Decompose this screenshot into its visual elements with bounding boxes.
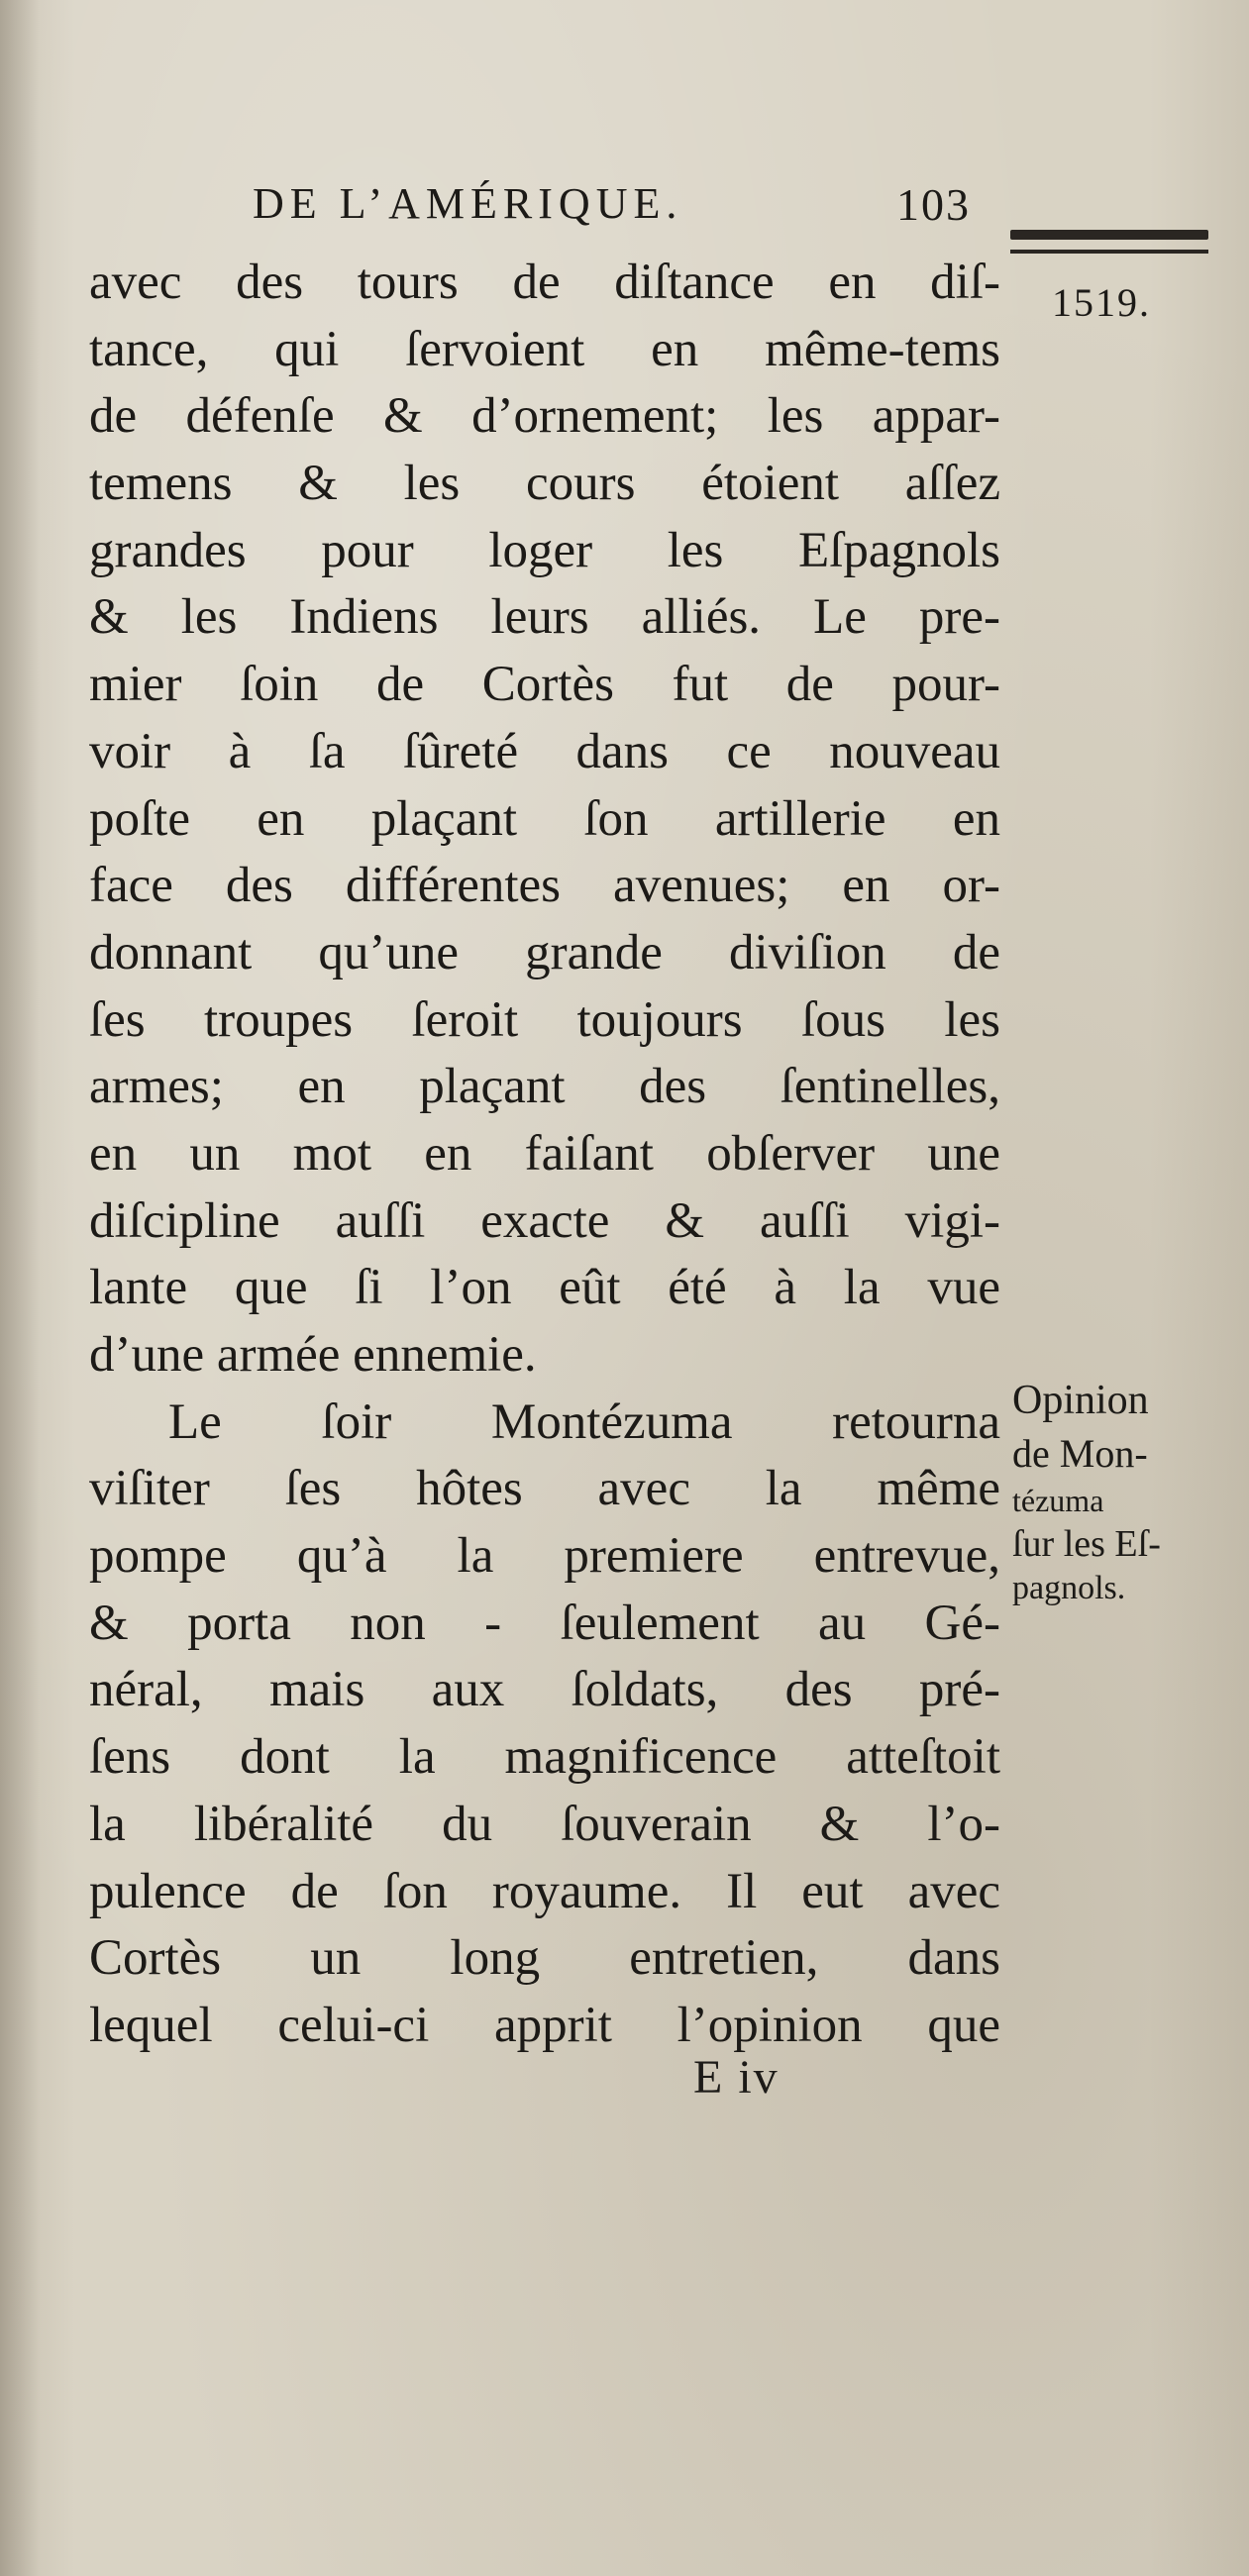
margin-note-line: Opinion — [1012, 1378, 1149, 1423]
margin-note — [1012, 1373, 1230, 1610]
text-line: face des différentes avenues; en or- — [89, 858, 1000, 914]
text-line: la libéralité du ſouverain & l’o- — [89, 1796, 1000, 1852]
page-fold-shadow — [0, 0, 40, 2576]
text-line: tance, qui ſervoient en même-tems — [89, 321, 1000, 377]
text-line: en un mot en faiſant obſerver une — [89, 1125, 1000, 1182]
text-line: & porta non - ſeulement au Gé- — [89, 1595, 1000, 1651]
text-line: temens & les cours étoient aſſez — [89, 456, 1000, 512]
text-line: voir à ſa ſûreté dans ce nouveau — [89, 723, 1000, 779]
body-text — [89, 250, 1000, 2060]
text-line: & les Indiens leurs alliés. Le pre- — [89, 589, 1000, 646]
text-line: poſte en plaçant ſon artillerie en — [89, 790, 1000, 847]
text-line: de défenſe & d’ornement; les appar- — [89, 388, 1000, 445]
text-line: donnant qu’une grande diviſion de — [89, 924, 1000, 980]
text-line: pompe qu’à la premiere entrevue, — [89, 1528, 1000, 1585]
text-line: lante que ſi l’on eût été à la vue — [89, 1260, 1000, 1316]
text-line: armes; en plaçant des ſentinelles, — [89, 1059, 1000, 1115]
running-title: DE L’AMÉRIQUE. — [253, 179, 683, 228]
text-line: ſens dont la magnificence atteſtoit — [89, 1729, 1000, 1786]
text-line: Cortès un long entretien, dans — [89, 1930, 1000, 1987]
text-line: mier ſoin de Cortès fut de pour- — [89, 657, 1000, 713]
margin-note-line: tézuma — [1012, 1483, 1104, 1518]
running-head — [253, 178, 1005, 238]
text-line: diſcipline auſſi exacte & auſſi vigi- — [89, 1192, 1000, 1249]
margin-rule-thin — [1010, 250, 1208, 254]
margin-note-line: de Mon- — [1012, 1431, 1148, 1476]
text-line: néral, mais aux ſoldats, des pré- — [89, 1662, 1000, 1718]
margin-note-line: ſur les Eſ- — [1012, 1523, 1161, 1565]
text-line: ſes troupes ſeroit toujours ſous les — [89, 991, 1000, 1048]
paragraph-start-line: Le ſoir Montézuma retourna — [168, 1393, 1000, 1450]
signature-mark: E iv — [693, 2051, 780, 2104]
text-line: grandes pour loger les Eſpagnols — [89, 522, 1000, 578]
text-line: pulence de ſon royaume. Il eut avec — [89, 1863, 1000, 1919]
page-number: 103 — [896, 179, 971, 230]
margin-note-line: pagnols. — [1012, 1570, 1126, 1606]
text-line: avec des tours de diſtance en diſ- — [89, 255, 1000, 310]
text-line: lequel celui-ci apprit l’opinion que — [89, 1997, 1000, 2053]
paragraph-end-line: d’une armée ennemie. — [89, 1327, 537, 1383]
margin-rule — [1010, 230, 1208, 259]
margin-rule-thick — [1010, 230, 1208, 240]
text-line: viſiter ſes hôtes avec la même — [89, 1461, 1000, 1517]
margin-year: 1519. — [1052, 280, 1151, 325]
